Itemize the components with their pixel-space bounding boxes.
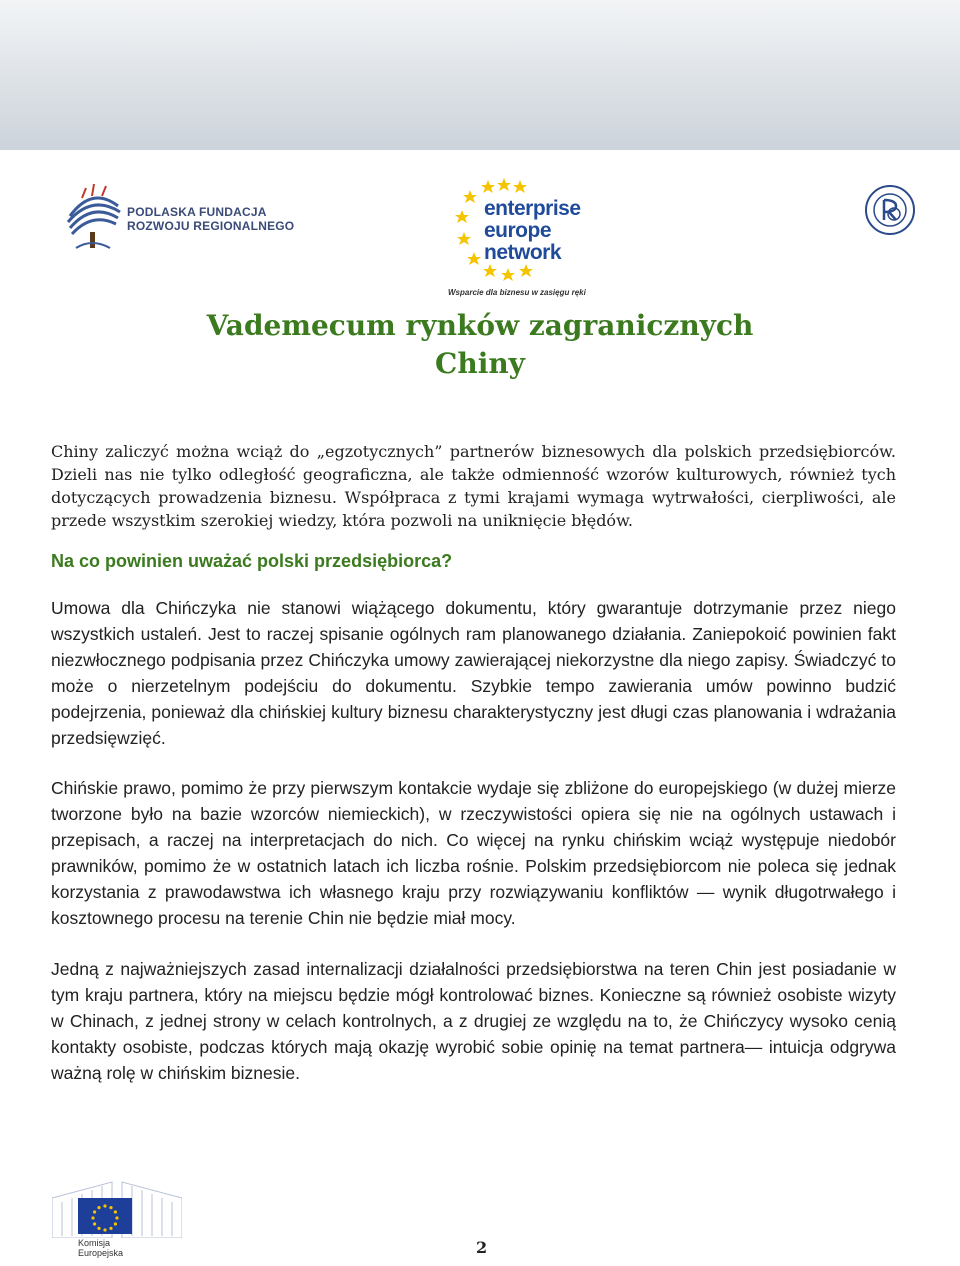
intro-paragraph: Chiny zaliczyć można wciąż do „egzotycznych” partnerów biznesowych dla polskich przedsiębiorców. Dzieli nas nie tylko odległość geograficzna, ale także odmienność wzorów kulturowych, również tych dotyczących prowadzenia biznesu. Współpraca z tymi krajami wymaga wytrwałości, cierpliwości, ale przede wszystkim szerokiej wiedzy, która pozwoli na uniknięcie błędów. — [51, 442, 896, 530]
pfrr-logo-line-2: ROZWOJU REGIONALNEGO — [127, 219, 295, 233]
page-number: 2 — [476, 1238, 488, 1257]
title-line-1: Vademecum rynków zagranicznych — [206, 309, 754, 342]
european-commission-logo — [52, 1178, 182, 1264]
pfrr-logo — [62, 178, 312, 258]
body-paragraph-1: Umowa dla Chińczyka nie stanowi wiążącego dokumentu, który gwarantuje dotrzymanie przez niego wszystkich ustaleń. Jest to raczej spisanie ogólnych ram planowanego działania. Zaniepokoić powinien fakt niezwłocznego podpisania przez Chińczyka umowy zawierającej niekorzystne dla niego zapisy. Świadczyć to może o nierzetelnym podejściu do dokumentu. Szybkie tempo zawierania umów powinno budzić podejrzenia, ponieważ dla chińskiej kultury biznesu charakterystyczny jest długi czas planowania i wdrażania przedsięwzięć. — [51, 598, 896, 748]
een-logo-text — [484, 198, 581, 264]
een-logo-line-1: enterprise — [484, 197, 581, 220]
pfrr-logo-text — [127, 205, 294, 233]
een-tagline: Wsparcie dla biznesu w zasięgu ręki — [448, 288, 586, 297]
eu-text-line-2: Europejska — [78, 1248, 124, 1258]
document-title — [0, 307, 960, 383]
eu-text-line-1: Komisja — [78, 1238, 111, 1248]
body-paragraph-2: Chińskie prawo, pomimo że przy pierwszym kontakcie wydaje się zbliżone do europejskiego (w dużej mierze tworzone było na bazie wzorców niemieckich), w rzeczywistości opiera się nie na ogólnych ustawach i przepisach, a raczej na interpretacjach do nich. Co więcej na rynku chińskim wciąż występuje niedobór prawników, pomimo że w ostatnich latach ich liczba rośnie. Polskim przedsiębiorcom nie poleca się jednak korzystania z prawodawstwa ich własnego kraju przy rozwiązywaniu konfliktów — wynik długotrwałego i kosztownego procesu na terenie Chin nie będzie miał mocy. — [51, 778, 896, 928]
eu-logo-text — [78, 1238, 123, 1258]
tree-emblem-icon — [62, 178, 124, 258]
header-banner — [0, 0, 960, 150]
eu-flag-building-icon — [52, 1178, 182, 1238]
een-logo-line-2: europe — [484, 219, 552, 242]
pfrr-logo-line-1: PODLASKA FUNDACJA — [127, 205, 267, 219]
quality-seal-logo — [864, 184, 916, 236]
title-line-2: Chiny — [435, 347, 525, 380]
body-paragraph-3: Jedną z najważniejszych zasad internalizacji działalności przedsiębiorstwa na teren Chin jest posiadanie w tym kraju partnera, który na miejscu będzie mógł kontrolować biznes. Konieczne są również osobiste wizyty w Chinach, z jednej strony w celach kontrolnych, a z drugiej ze względu na to, że Chińczycy wysoko cenią kontakty osobiste, podczas których mają okazję wyrobić sobie opinię na temat partnera— intuicja odgrywa ważną rolę w chińskim biznesie. — [51, 959, 896, 1083]
section-heading: Na co powinien uważać polski przedsiębiorca? — [51, 551, 453, 571]
een-logo-line-3: network — [484, 241, 562, 264]
quality-seal-icon — [864, 184, 916, 236]
een-logo — [448, 176, 588, 301]
